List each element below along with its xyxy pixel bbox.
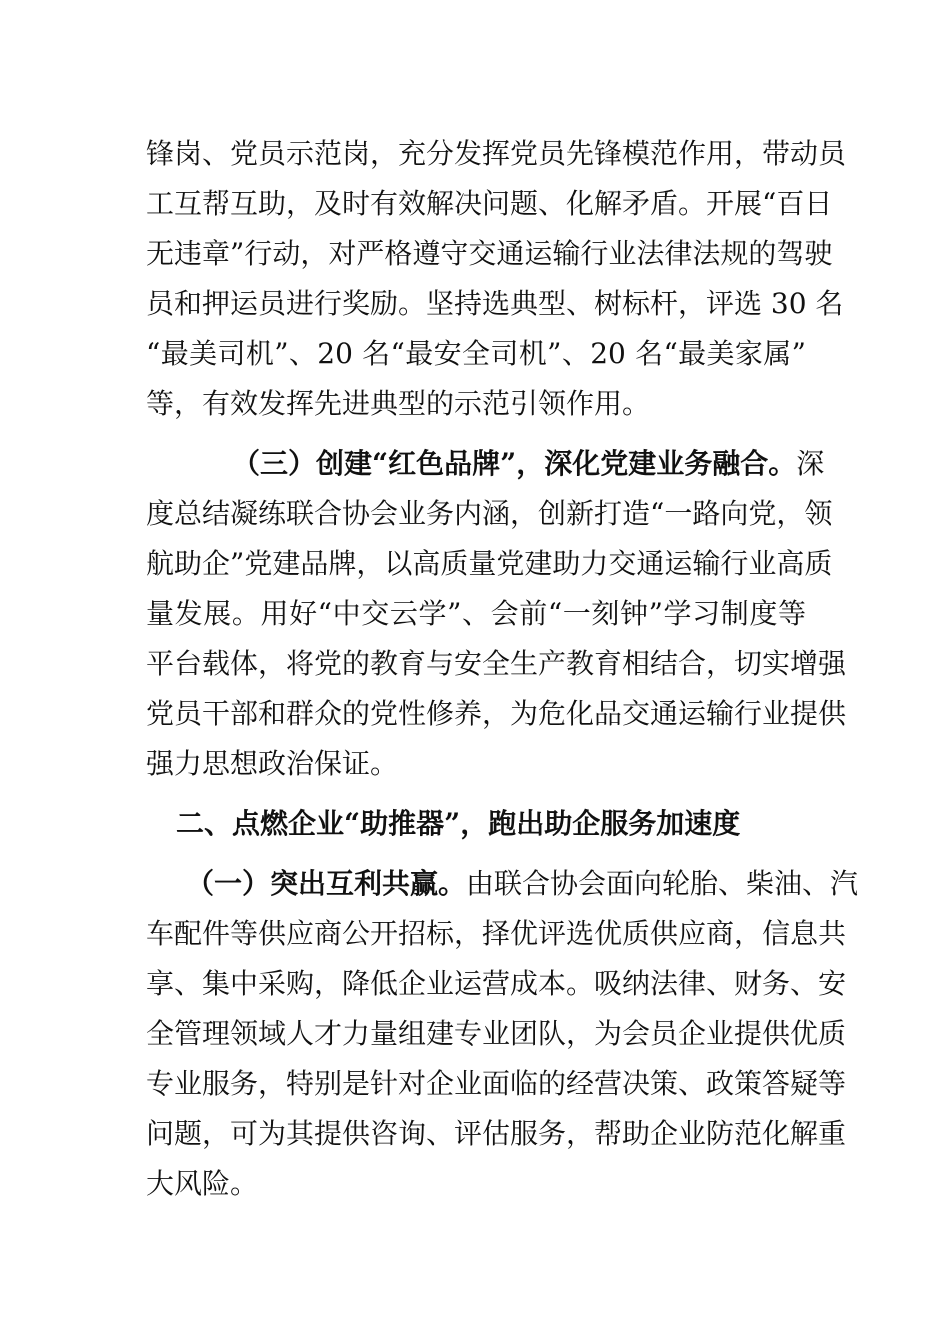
text-line [186,864,859,904]
text-line: 等，有效发挥先进典型的示范引领作用。 [146,387,651,420]
text-line: 党员干部和群众的党性修养，为危化品交通运输行业提供 [146,697,847,730]
text-line: 度总结凝练联合协会业务内涵，创新打造“一路向党，领 [146,497,833,530]
text-line [232,444,825,484]
text-line: 车配件等供应商公开招标，择优评选优质供应商，信息共 [146,917,847,950]
text-line: 强力思想政治保证。 [146,747,399,780]
text-line: 锋岗、党员示范岗，充分发挥党员先锋模范作用，带动员 [146,137,847,170]
text-line: 无违章”行动，对严格遵守交通运输行业法律法规的驾驶 [146,237,833,270]
text-line: 工互帮互助，及时有效解决问题、化解矛盾。开展“百日 [146,187,833,220]
text-line: 航助企”党建品牌，以高质量党建助力交通运输行业高质 [146,547,833,580]
text-line: 全管理领域人才力量组建专业团队，为会员企业提供优质 [146,1017,847,1050]
section-subheading: （一）突出互利共赢。 [186,867,467,900]
text-line: “最美司机”、20 名“最安全司机”、20 名“最美家属” [146,337,806,370]
text-line: 平台载体，将党的教育与安全生产教育相结合，切实增强 [146,647,847,680]
section-subheading: （三）创建“红色品牌”，深化党建业务融合。 [232,447,797,480]
section-heading: 二、点燃企业“助推器”，跑出助企服务加速度 [176,807,741,840]
text-line: 大风险。 [146,1167,259,1200]
text-line: 量发展。用好“中交云学”、会前“一刻钟”学习制度等 [146,597,806,630]
text-line: 专业服务，特别是针对企业面临的经营决策、政策答疑等 [146,1067,847,1100]
text-line: 问题，可为其提供咨询、评估服务，帮助企业防范化解重 [146,1117,847,1150]
text-line: 享、集中采购，降低企业运营成本。吸纳法律、财务、安 [146,967,847,1000]
text-line: 员和押运员进行奖励。坚持选典型、树标杆，评选 30 名 [146,287,844,320]
text-run: 深 [796,447,825,480]
text-run: 由联合协会面向轮胎、柴油、汽 [466,867,859,900]
